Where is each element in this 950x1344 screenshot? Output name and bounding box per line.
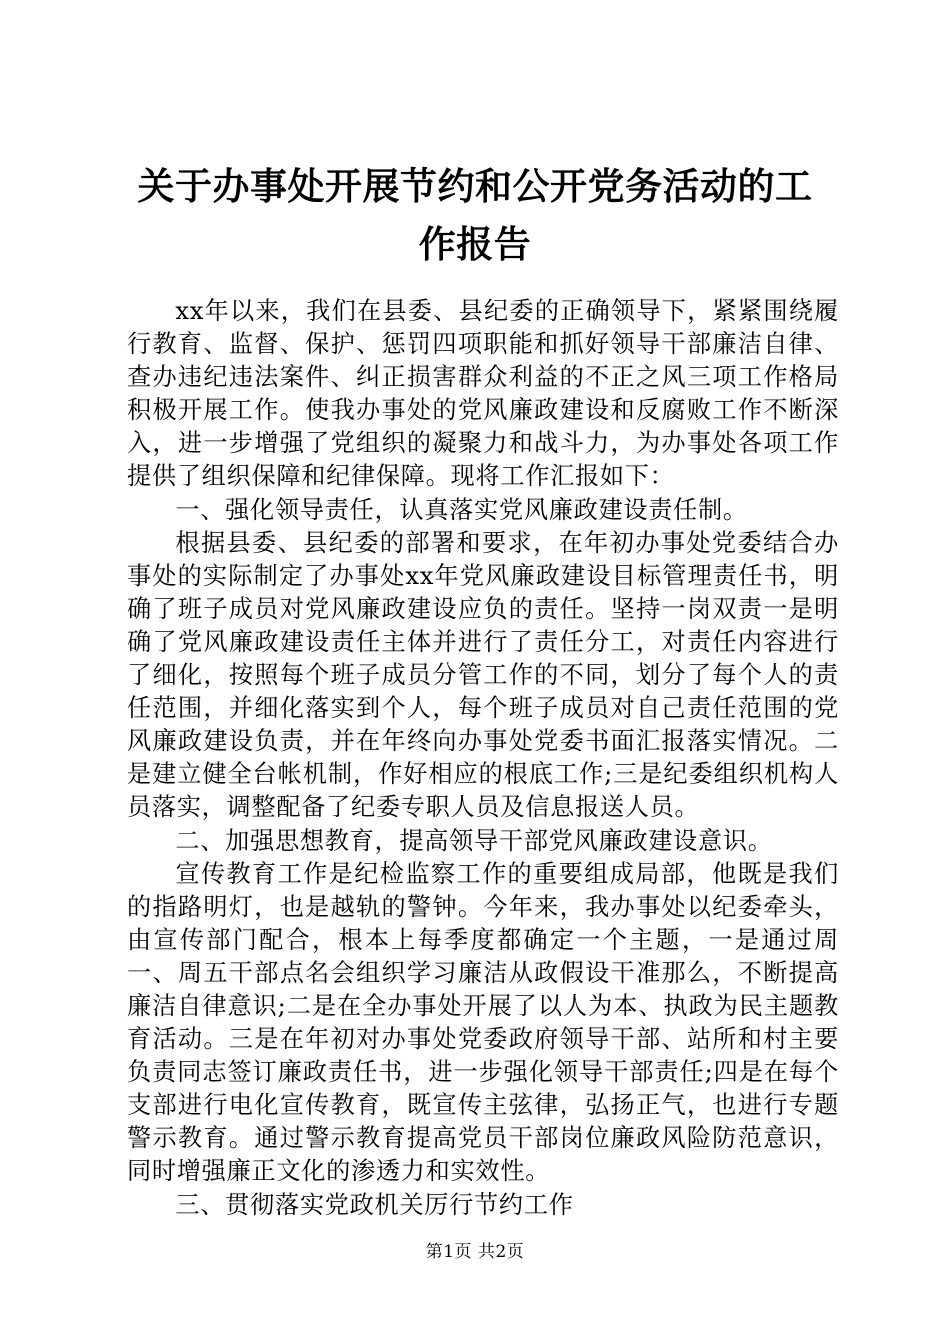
page-footer: 第1页 共2页	[425, 1242, 525, 1262]
document-title: 关于办事处开展节约和公开党务活动的工作报告	[137, 165, 813, 266]
document-body	[127, 295, 839, 1222]
section-heading-1: 一、强化领导责任，认真落实党风廉政建设责任制。	[175, 495, 748, 524]
section-2-paragraph: 宣传教育工作是纪检监察工作的重要组成局部，他既是我们的指路明灯，也是越轨的警钟。今年来，我办事处以纪委牵头，由宣传部门配合，根本上每季度都确定一个主题，一是通过周一、周五干部点名会组织学习廉洁从政假设干准那么，不断提高廉洁自律意识;二是在全办事处开展了以人为本、执政为民主题教育活动。三是在年初对办事处党委政府领导干部、站所和村主要负责同志签订廉政责任书，进一步强化领导干部责任;四是在每个支部进行电化宣传教育，既宣传主弦律，弘扬正气，也进行专题警示教育。通过警示教育提高党员干部岗位廉政风险防范意识，同时增强廉正文化的渗透力和实效性。	[127, 859, 839, 1186]
section-heading-3: 三、贯彻落实党政机关厉行节约工作	[175, 1190, 574, 1219]
section-heading-2: 二、加强思想教育，提高领导干部党风廉政建设意识。	[175, 826, 773, 855]
intro-paragraph: xx年以来，我们在县委、县纪委的正确领导下，紧紧围绕履行教育、监督、保护、惩罚四项职能和抓好领导干部廉洁自律、查办违纪违法案件、纠正损害群众利益的不正之风三项工作格局积极开展工作。使我办事处的党风廉政建设和反腐败工作不断深入，进一步增强了党组织的凝聚力和战斗力，为办事处各项工作提供了组织保障和纪律保障。现将工作汇报如下：	[127, 297, 839, 491]
section-1-paragraph: 根据县委、县纪委的部署和要求，在年初办事处党委结合办事处的实际制定了办事处xx年党风廉政建设目标管理责任书，明确了班子成员对党风廉政建设应负的责任。坚持一岗双责一是明确了党风廉政建设责任主体并进行了责任分工，对责任内容进行了细化，按照每个班子成员分管工作的不同，划分了每个人的责任范围，并细化落实到个人，每个班子成员对自己责任范围的党风廉政建设负责，并在年终向办事处党委书面汇报落实情况。二是建立健全台帐机制，作好相应的根底工作;三是纪委组织机构人员落实，调整配备了纪委专职人员及信息报送人员。	[127, 528, 839, 822]
